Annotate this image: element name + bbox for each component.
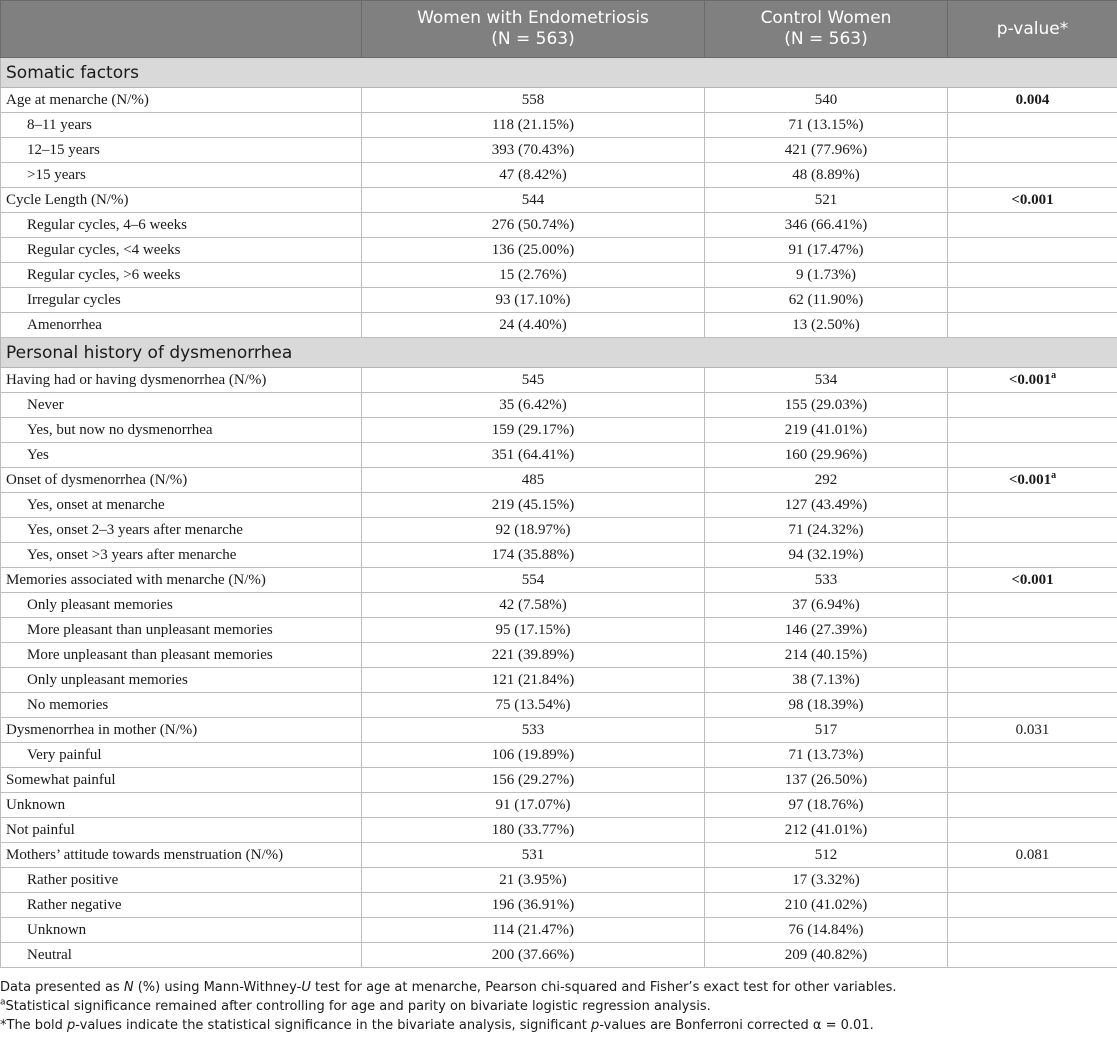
table-row bbox=[1, 643, 1117, 668]
control-value: 212 (41.01%) bbox=[705, 818, 948, 843]
endometriosis-value: 114 (21.47%) bbox=[362, 918, 705, 943]
table-body bbox=[1, 58, 1117, 968]
control-value: 71 (13.73%) bbox=[705, 743, 948, 768]
endometriosis-value: 106 (19.89%) bbox=[362, 743, 705, 768]
header-control-n: (N = 563) bbox=[784, 29, 868, 49]
row-label: >15 years bbox=[1, 163, 362, 188]
endometriosis-value: 95 (17.15%) bbox=[362, 618, 705, 643]
row-label: Rather positive bbox=[1, 868, 362, 893]
p-value-cell bbox=[948, 313, 1117, 338]
table-row bbox=[1, 568, 1117, 593]
p-value-cell bbox=[948, 393, 1117, 418]
p-value-footnote-marker: a bbox=[1051, 369, 1057, 381]
row-label: Very painful bbox=[1, 743, 362, 768]
endometriosis-value: 219 (45.15%) bbox=[362, 493, 705, 518]
endometriosis-value: 554 bbox=[362, 568, 705, 593]
table-row bbox=[1, 443, 1117, 468]
table-row bbox=[1, 743, 1117, 768]
p-value: <0.001 bbox=[1008, 471, 1052, 488]
endometriosis-value: 93 (17.10%) bbox=[362, 288, 705, 313]
row-label: Regular cycles, <4 weeks bbox=[1, 238, 362, 263]
row-label: Onset of dysmenorrhea (N/%) bbox=[1, 468, 362, 493]
row-label: Regular cycles, 4–6 weeks bbox=[1, 213, 362, 238]
control-value: 48 (8.89%) bbox=[705, 163, 948, 188]
control-value: 94 (32.19%) bbox=[705, 543, 948, 568]
row-label: Yes, onset >3 years after menarche bbox=[1, 543, 362, 568]
header-endometriosis-label: Women with Endometriosis bbox=[417, 8, 649, 28]
p-value-cell bbox=[948, 493, 1117, 518]
p-value-cell bbox=[948, 718, 1117, 743]
control-value: 214 (40.15%) bbox=[705, 643, 948, 668]
row-label: Memories associated with menarche (N/%) bbox=[1, 568, 362, 593]
endometriosis-value: 136 (25.00%) bbox=[362, 238, 705, 263]
table-row bbox=[1, 893, 1117, 918]
row-label: 8–11 years bbox=[1, 113, 362, 138]
row-label: Rather negative bbox=[1, 893, 362, 918]
p-value-cell bbox=[948, 138, 1117, 163]
table-row bbox=[1, 88, 1117, 113]
table-row bbox=[1, 188, 1117, 213]
p-value-cell bbox=[948, 918, 1117, 943]
footnote-bold bbox=[0, 1016, 1117, 1035]
footnote-text: Statistical significance remained after controlling for age and parity on bivariate logistic regression analysis. bbox=[5, 999, 711, 1014]
footnote-italic: N bbox=[123, 980, 134, 995]
table-row bbox=[1, 593, 1117, 618]
control-value: 137 (26.50%) bbox=[705, 768, 948, 793]
footnote-methods bbox=[0, 978, 1117, 997]
control-value: 71 (24.32%) bbox=[705, 518, 948, 543]
control-value: 127 (43.49%) bbox=[705, 493, 948, 518]
p-value-cell bbox=[948, 288, 1117, 313]
control-value: 160 (29.96%) bbox=[705, 443, 948, 468]
control-value: 76 (14.84%) bbox=[705, 918, 948, 943]
table-row bbox=[1, 238, 1117, 263]
header-control-label: Control Women bbox=[760, 8, 892, 28]
p-value-cell bbox=[948, 893, 1117, 918]
p-value: <0.001 bbox=[1011, 191, 1054, 208]
table-row bbox=[1, 943, 1117, 968]
p-value: 0.031 bbox=[1015, 721, 1050, 738]
control-value: 421 (77.96%) bbox=[705, 138, 948, 163]
row-label: Having had or having dysmenorrhea (N/%) bbox=[1, 368, 362, 393]
p-value-footnote-marker: a bbox=[1051, 469, 1057, 481]
endometriosis-value: 42 (7.58%) bbox=[362, 593, 705, 618]
footnote-text: *The bold bbox=[0, 1018, 68, 1033]
header-row bbox=[1, 1, 1117, 58]
endometriosis-value: 75 (13.54%) bbox=[362, 693, 705, 718]
table-row bbox=[1, 793, 1117, 818]
control-value: 17 (3.32%) bbox=[705, 868, 948, 893]
endometriosis-value: 92 (18.97%) bbox=[362, 518, 705, 543]
endometriosis-value: 118 (21.15%) bbox=[362, 113, 705, 138]
header-p-value: p-value* bbox=[948, 1, 1117, 58]
p-value-cell bbox=[948, 468, 1117, 493]
table-row bbox=[1, 138, 1117, 163]
control-value: 91 (17.47%) bbox=[705, 238, 948, 263]
row-label: Unknown bbox=[1, 793, 362, 818]
endometriosis-value: 91 (17.07%) bbox=[362, 793, 705, 818]
p-value-cell bbox=[948, 768, 1117, 793]
p-value-cell bbox=[948, 418, 1117, 443]
table-row bbox=[1, 468, 1117, 493]
row-label: Only pleasant memories bbox=[1, 593, 362, 618]
control-value: 292 bbox=[705, 468, 948, 493]
p-value-cell bbox=[948, 643, 1117, 668]
endometriosis-value: 200 (37.66%) bbox=[362, 943, 705, 968]
p-value: <0.001 bbox=[1011, 571, 1054, 588]
endometriosis-value: 393 (70.43%) bbox=[362, 138, 705, 163]
footnote-italic: p bbox=[591, 1018, 600, 1033]
control-value: 210 (41.02%) bbox=[705, 893, 948, 918]
endometriosis-value: 544 bbox=[362, 188, 705, 213]
p-value-cell bbox=[948, 543, 1117, 568]
p-value: 0.004 bbox=[1015, 91, 1050, 108]
p-value-cell bbox=[948, 213, 1117, 238]
footnote-a bbox=[0, 997, 1117, 1016]
p-value-cell bbox=[948, 818, 1117, 843]
footnote-text: test for age at menarche, Pearson chi-squared and Fisher’s exact test for other variables. bbox=[310, 980, 897, 995]
table-row bbox=[1, 843, 1117, 868]
endometriosis-value: 351 (64.41%) bbox=[362, 443, 705, 468]
endometriosis-value: 174 (35.88%) bbox=[362, 543, 705, 568]
footnote-text: -values are Bonferroni corrected α = 0.01. bbox=[599, 1018, 874, 1033]
endometriosis-value: 531 bbox=[362, 843, 705, 868]
control-value: 209 (40.82%) bbox=[705, 943, 948, 968]
section-title: Personal history of dysmenorrhea bbox=[1, 338, 1117, 368]
p-value-cell bbox=[948, 943, 1117, 968]
control-value: 219 (41.01%) bbox=[705, 418, 948, 443]
header-control bbox=[705, 1, 948, 58]
p-value-cell bbox=[948, 593, 1117, 618]
control-value: 98 (18.39%) bbox=[705, 693, 948, 718]
table-footnotes bbox=[0, 978, 1117, 1035]
control-value: 517 bbox=[705, 718, 948, 743]
endometriosis-value: 196 (36.91%) bbox=[362, 893, 705, 918]
p-value-cell bbox=[948, 188, 1117, 213]
table-row bbox=[1, 368, 1117, 393]
control-value: 13 (2.50%) bbox=[705, 313, 948, 338]
section-header-row bbox=[1, 58, 1117, 88]
endometriosis-value: 180 (33.77%) bbox=[362, 818, 705, 843]
p-value: 0.081 bbox=[1015, 846, 1050, 863]
row-label: Yes, onset 2–3 years after menarche bbox=[1, 518, 362, 543]
endometriosis-value: 276 (50.74%) bbox=[362, 213, 705, 238]
p-value-cell bbox=[948, 518, 1117, 543]
endometriosis-value: 47 (8.42%) bbox=[362, 163, 705, 188]
endometriosis-value: 35 (6.42%) bbox=[362, 393, 705, 418]
endometriosis-value: 159 (29.17%) bbox=[362, 418, 705, 443]
control-value: 37 (6.94%) bbox=[705, 593, 948, 618]
control-value: 533 bbox=[705, 568, 948, 593]
table-row bbox=[1, 263, 1117, 288]
table-row bbox=[1, 313, 1117, 338]
table-row bbox=[1, 668, 1117, 693]
header-endometriosis-n: (N = 563) bbox=[491, 29, 575, 49]
row-label: More unpleasant than pleasant memories bbox=[1, 643, 362, 668]
table-row bbox=[1, 213, 1117, 238]
table-row bbox=[1, 768, 1117, 793]
p-value-cell bbox=[948, 843, 1117, 868]
footnote-text: (%) using Mann-Withney- bbox=[133, 980, 302, 995]
footnote-text: Data presented as bbox=[0, 980, 124, 995]
endometriosis-value: 533 bbox=[362, 718, 705, 743]
p-value-cell bbox=[948, 238, 1117, 263]
row-label: Regular cycles, >6 weeks bbox=[1, 263, 362, 288]
table-row bbox=[1, 393, 1117, 418]
table-row bbox=[1, 718, 1117, 743]
row-label: Only unpleasant memories bbox=[1, 668, 362, 693]
table-row bbox=[1, 618, 1117, 643]
control-value: 71 (13.15%) bbox=[705, 113, 948, 138]
p-value-cell bbox=[948, 368, 1117, 393]
row-label: More pleasant than unpleasant memories bbox=[1, 618, 362, 643]
endometriosis-value: 558 bbox=[362, 88, 705, 113]
row-label: Irregular cycles bbox=[1, 288, 362, 313]
row-label: 12–15 years bbox=[1, 138, 362, 163]
control-value: 62 (11.90%) bbox=[705, 288, 948, 313]
table-row bbox=[1, 418, 1117, 443]
row-label: Yes bbox=[1, 443, 362, 468]
endometriosis-value: 485 bbox=[362, 468, 705, 493]
table-row bbox=[1, 288, 1117, 313]
header-variable bbox=[1, 1, 362, 58]
control-value: 97 (18.76%) bbox=[705, 793, 948, 818]
table-row bbox=[1, 918, 1117, 943]
p-value: <0.001 bbox=[1008, 371, 1052, 388]
section-header-row bbox=[1, 338, 1117, 368]
p-value-cell bbox=[948, 263, 1117, 288]
footnote-text: -values indicate the statistical significance in the bivariate analysis, significant bbox=[75, 1018, 592, 1033]
control-value: 512 bbox=[705, 843, 948, 868]
p-value-cell bbox=[948, 668, 1117, 693]
table-row bbox=[1, 818, 1117, 843]
p-value-cell bbox=[948, 443, 1117, 468]
endometriosis-value: 21 (3.95%) bbox=[362, 868, 705, 893]
p-value-cell bbox=[948, 743, 1117, 768]
control-value: 146 (27.39%) bbox=[705, 618, 948, 643]
endometriosis-value: 15 (2.76%) bbox=[362, 263, 705, 288]
endometriosis-value: 156 (29.27%) bbox=[362, 768, 705, 793]
p-value-cell bbox=[948, 163, 1117, 188]
footnote-italic: U bbox=[301, 980, 311, 995]
p-value-cell bbox=[948, 793, 1117, 818]
control-value: 540 bbox=[705, 88, 948, 113]
control-value: 38 (7.13%) bbox=[705, 668, 948, 693]
control-value: 155 (29.03%) bbox=[705, 393, 948, 418]
endometriosis-value: 545 bbox=[362, 368, 705, 393]
header-endometriosis bbox=[362, 1, 705, 58]
row-label: Yes, onset at menarche bbox=[1, 493, 362, 518]
endometriosis-value: 221 (39.89%) bbox=[362, 643, 705, 668]
table-row bbox=[1, 493, 1117, 518]
table-row bbox=[1, 543, 1117, 568]
p-value-cell bbox=[948, 868, 1117, 893]
footnote-italic: p bbox=[67, 1018, 76, 1033]
table-row bbox=[1, 113, 1117, 138]
row-label: Amenorrhea bbox=[1, 313, 362, 338]
row-label: Cycle Length (N/%) bbox=[1, 188, 362, 213]
table-header bbox=[1, 1, 1117, 58]
p-value-cell bbox=[948, 113, 1117, 138]
table-row bbox=[1, 518, 1117, 543]
row-label: Somewhat painful bbox=[1, 768, 362, 793]
row-label: Yes, but now no dysmenorrhea bbox=[1, 418, 362, 443]
row-label: Dysmenorrhea in mother (N/%) bbox=[1, 718, 362, 743]
row-label: Mothers’ attitude towards menstruation (N/%) bbox=[1, 843, 362, 868]
control-value: 346 (66.41%) bbox=[705, 213, 948, 238]
row-label: Neutral bbox=[1, 943, 362, 968]
table-row bbox=[1, 868, 1117, 893]
p-value-cell bbox=[948, 693, 1117, 718]
control-value: 521 bbox=[705, 188, 948, 213]
control-value: 534 bbox=[705, 368, 948, 393]
row-label: No memories bbox=[1, 693, 362, 718]
row-label: Age at menarche (N/%) bbox=[1, 88, 362, 113]
p-value-cell bbox=[948, 568, 1117, 593]
endometriosis-value: 24 (4.40%) bbox=[362, 313, 705, 338]
row-label: Not painful bbox=[1, 818, 362, 843]
endometriosis-value: 121 (21.84%) bbox=[362, 668, 705, 693]
footnote-marker: a bbox=[0, 997, 6, 1008]
section-title: Somatic factors bbox=[1, 58, 1117, 88]
control-value: 9 (1.73%) bbox=[705, 263, 948, 288]
p-value-cell bbox=[948, 618, 1117, 643]
table-row bbox=[1, 693, 1117, 718]
table-row bbox=[1, 163, 1117, 188]
row-label: Never bbox=[1, 393, 362, 418]
p-value-cell bbox=[948, 88, 1117, 113]
row-label: Unknown bbox=[1, 918, 362, 943]
